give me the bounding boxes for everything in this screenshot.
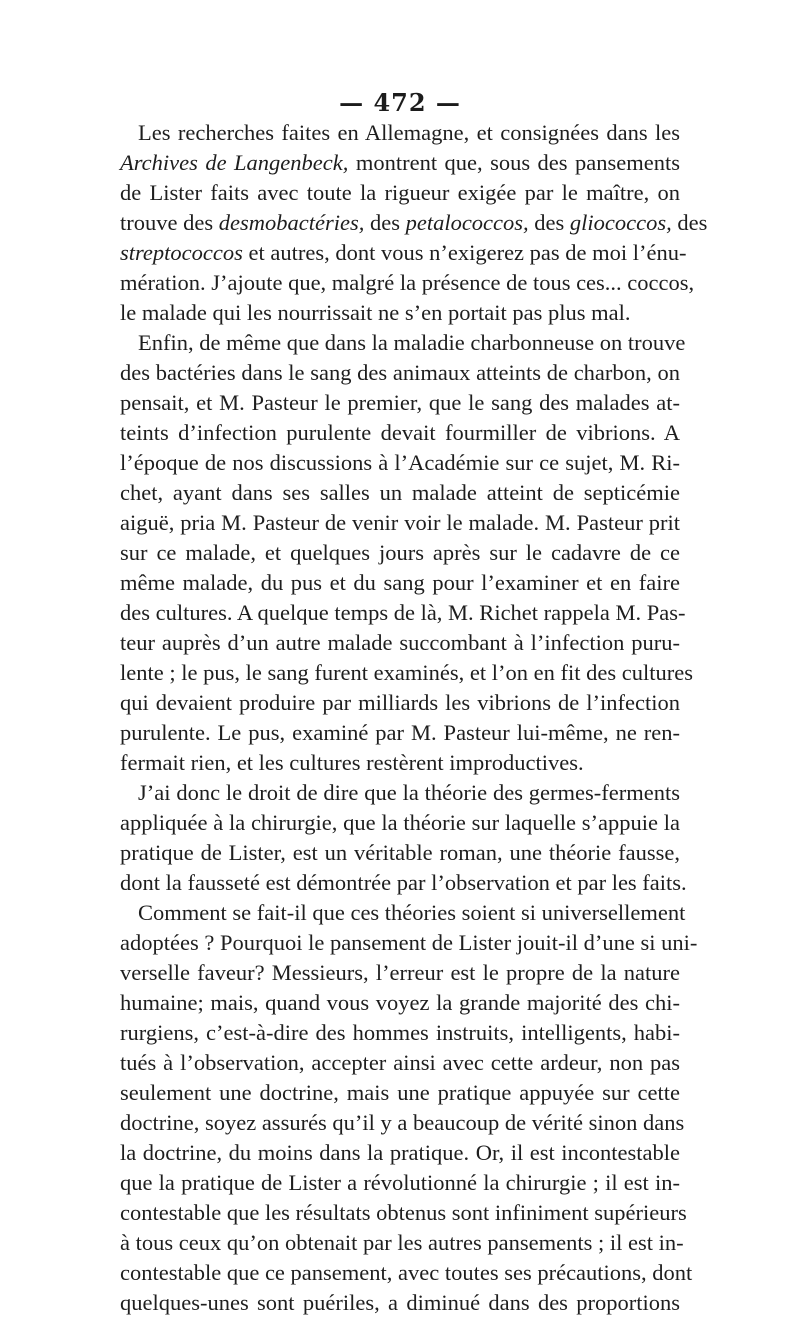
text-line bbox=[120, 118, 680, 148]
text-segment: humaine; mais, quand vous voyez la grande majorité des chi- bbox=[120, 990, 680, 1015]
text-segment: verselle faveur? Messieurs, l’erreur est le propre de la nature bbox=[120, 960, 680, 985]
text-segment: mération. J’ajoute que, malgré la présence de tous ces... coccos, bbox=[120, 270, 695, 295]
text-line bbox=[120, 748, 680, 778]
text-line bbox=[120, 478, 680, 508]
text-line bbox=[120, 988, 680, 1018]
text-line bbox=[120, 268, 695, 298]
text-segment: seulement une doctrine, mais une pratique appuyée sur cette bbox=[120, 1080, 680, 1105]
paragraph bbox=[120, 778, 687, 898]
text-line bbox=[120, 1288, 680, 1318]
italic-text: Archives de Langenbeck, bbox=[120, 150, 349, 175]
text-line bbox=[120, 1198, 687, 1228]
text-line bbox=[120, 778, 680, 808]
text-line bbox=[120, 928, 698, 958]
text-line bbox=[120, 388, 680, 418]
text-line bbox=[120, 1108, 685, 1138]
text-line bbox=[120, 448, 680, 478]
text-line bbox=[120, 358, 680, 388]
text-segment: même malade, du pus et du sang pour l’examiner et en faire bbox=[120, 570, 680, 595]
body-text bbox=[120, 118, 708, 1318]
italic-text: streptococcos bbox=[120, 240, 243, 265]
text-line bbox=[120, 658, 693, 688]
text-segment: doctrine, soyez assurés qu’il y a beaucoup de vérité sinon dans bbox=[120, 1110, 685, 1135]
text-line bbox=[120, 1018, 680, 1048]
text-line bbox=[120, 958, 680, 988]
text-segment: et autres, dont vous n’exigerez pas de moi l’énu- bbox=[242, 240, 687, 265]
text-segment: pratique de Lister, est un véritable roman, une théorie fausse, bbox=[120, 840, 680, 865]
text-line bbox=[120, 328, 686, 358]
paragraph bbox=[120, 118, 708, 328]
text-segment: aiguë, pria M. Pasteur de venir voir le malade. M. Pasteur prit bbox=[120, 510, 680, 535]
paragraph bbox=[120, 898, 698, 1318]
text-segment: teur auprès d’un autre malade succombant à l’infection puru- bbox=[120, 630, 680, 655]
text-line bbox=[120, 148, 680, 178]
text-line bbox=[120, 568, 680, 598]
text-segment: trouve des bbox=[120, 210, 219, 235]
text-line bbox=[120, 1078, 680, 1108]
text-line bbox=[120, 838, 680, 868]
text-segment: Comment se fait-il que ces théories soient si universellement bbox=[138, 900, 686, 925]
text-segment: fermait rien, et les cultures restèrent improductives. bbox=[120, 750, 584, 775]
text-segment: des cultures. A quelque temps de là, M. Richet rappela M. Pas- bbox=[120, 600, 686, 625]
text-line bbox=[120, 298, 680, 328]
text-line bbox=[120, 508, 680, 538]
text-line bbox=[120, 538, 680, 568]
text-line bbox=[120, 628, 680, 658]
text-segment: chet, ayant dans ses salles un malade atteint de septicémie bbox=[120, 480, 680, 505]
page-number: — 472 — bbox=[339, 88, 461, 117]
text-segment: l’époque de nos discussions à l’Académie sur ce sujet, M. Ri- bbox=[120, 450, 680, 475]
text-segment: montrent que, sous des pansements bbox=[348, 150, 680, 175]
text-segment: rurgiens, c’est-à-dire des hommes instruits, intelligents, habi- bbox=[120, 1020, 680, 1045]
text-segment: des bactéries dans le sang des animaux atteints de charbon, on bbox=[120, 360, 680, 385]
text-segment: contestable que les résultats obtenus sont infiniment supérieurs bbox=[120, 1200, 687, 1225]
italic-text: desmobactéries, bbox=[218, 210, 365, 235]
text-line bbox=[120, 418, 680, 448]
text-line bbox=[120, 1258, 693, 1288]
text-line bbox=[120, 688, 680, 718]
text-line bbox=[120, 208, 708, 238]
text-segment: dont la fausseté est démontrée par l’observation et par les faits. bbox=[120, 870, 687, 895]
text-line bbox=[120, 1138, 680, 1168]
text-line bbox=[120, 1228, 684, 1258]
text-segment: des bbox=[671, 210, 708, 235]
text-segment: J’ai donc le droit de dire que la théorie des germes-ferments bbox=[138, 780, 680, 805]
text-segment: purulente. Le pus, examiné par M. Pasteur lui-même, ne ren- bbox=[120, 720, 680, 745]
text-line bbox=[120, 898, 686, 928]
text-segment: de Lister faits avec toute la rigueur exigée par le maître, on bbox=[120, 180, 680, 205]
paragraph bbox=[120, 328, 693, 778]
text-segment: contestable que ce pansement, avec toutes ses précautions, dont bbox=[120, 1260, 693, 1285]
text-line bbox=[120, 718, 680, 748]
text-segment: la doctrine, du moins dans la pratique. Or, il est incontestable bbox=[120, 1140, 680, 1165]
text-segment: des bbox=[364, 210, 406, 235]
text-segment: tués à l’observation, accepter ainsi avec cette ardeur, non pas bbox=[120, 1050, 680, 1075]
italic-text: petalococcos, bbox=[405, 210, 529, 235]
text-segment: à tous ceux qu’on obtenait par les autres pansements ; il est in- bbox=[120, 1230, 684, 1255]
text-line bbox=[120, 1168, 680, 1198]
text-segment: que la pratique de Lister a révolutionné la chirurgie ; il est in- bbox=[120, 1170, 680, 1195]
text-segment: teints d’infection purulente devait fourmiller de vibrions. A bbox=[120, 420, 680, 445]
text-segment: Enfin, de même que dans la maladie charbonneuse on trouve bbox=[138, 330, 686, 355]
text-line bbox=[120, 868, 687, 898]
text-segment: des bbox=[528, 210, 570, 235]
italic-text: gliococcos, bbox=[569, 210, 672, 235]
text-segment: lente ; le pus, le sang furent examinés, et l’on en fit des cultures bbox=[120, 660, 693, 685]
text-segment: qui devaient produire par milliards les vibrions de l’infection bbox=[120, 690, 680, 715]
text-segment: quelques-unes sont puériles, a diminué dans des proportions bbox=[120, 1290, 680, 1315]
text-segment: pensait, et M. Pasteur le premier, que le sang des malades at- bbox=[120, 390, 680, 415]
text-line bbox=[120, 598, 686, 628]
text-segment: sur ce malade, et quelques jours après sur le cadavre de ce bbox=[120, 540, 680, 565]
text-segment: adoptées ? Pourquoi le pansement de Lister jouit-il d’une si uni- bbox=[120, 930, 698, 955]
text-line bbox=[120, 1048, 680, 1078]
text-segment: le malade qui les nourrissait ne s’en portait pas plus mal. bbox=[120, 300, 631, 325]
text-line bbox=[120, 178, 680, 208]
text-segment: Les recherches faites en Allemagne, et consignées dans les bbox=[138, 120, 680, 145]
text-line bbox=[120, 808, 680, 838]
text-segment: appliquée à la chirurgie, que la théorie sur laquelle s’appuie la bbox=[120, 810, 680, 835]
text-line bbox=[120, 238, 687, 268]
